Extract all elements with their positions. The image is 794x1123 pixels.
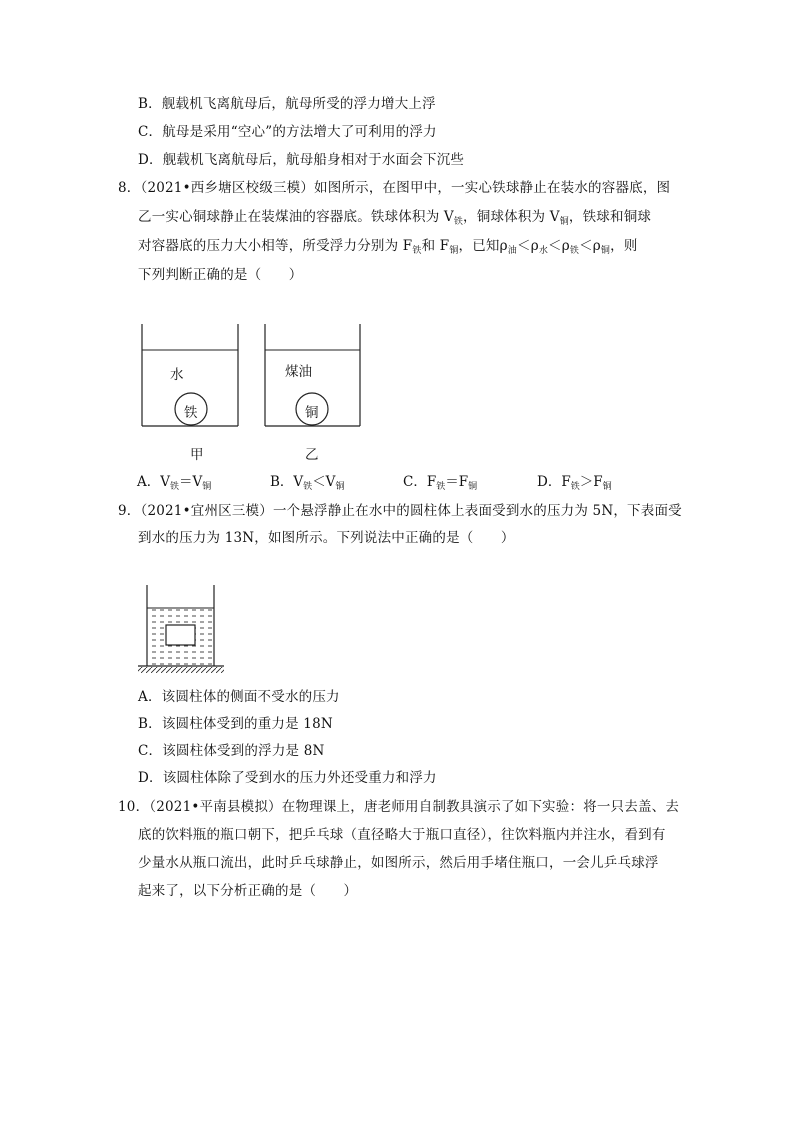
cylinder-block (166, 625, 195, 645)
q10-text-line4: 起来了，以下分析正确的是（ ） (138, 883, 358, 899)
q8-option-c[interactable]: C．$F_铁=F_铜$ (403, 474, 478, 492)
label-iron: 铁 (184, 405, 198, 421)
q9-option-c[interactable]: C．该圆柱体受到的浮力是 8N (138, 743, 325, 759)
label-kerosene: 煤油 (285, 364, 312, 380)
q8-option-b[interactable]: B．$V_铁<V_铜$ (270, 474, 345, 492)
q8-text-line3: 对容器底的压力大小相等，所受浮力分别为 $F_铁$和 $F_铜$，已知$\rho_油<\rho_水<\rho_铁<\rho_铜$，则 (138, 238, 638, 256)
q8-option-a[interactable]: A．$V_铁=V_铜$ (137, 474, 212, 492)
q10-text-line1: 10．（2021•平南县模拟）在物理课上，唐老师用自制教具演示了如下实验：将一只去盖、去 (118, 799, 680, 815)
q10-text-line2: 底的饮料瓶的瓶口朝下，把乒乓球（直径略大于瓶口直径），往饮料瓶内并注水，看到有 (138, 827, 666, 843)
label-water: 水 (170, 367, 184, 383)
q9-option-d[interactable]: D．该圆柱体除了受到水的压力外还受重力和浮力 (138, 770, 437, 786)
caption-jia: 甲 (190, 447, 204, 463)
q7-option-c[interactable]: C．航母是采用“空心”的方法增大了可利用的浮力 (138, 124, 437, 140)
q9-cylinder-figure (136, 583, 228, 675)
q8-text-line1: 8．（2021•西乡塘区校级三模）如图所示，在图甲中，一实心铁球静止在装水的容器底，图 (118, 180, 671, 196)
ground-hatch (138, 667, 224, 673)
q10-text-line3: 少量水从瓶口流出，此时乒乓球静止，如图所示，然后用手堵住瓶口，一会儿乒乓球浮 (138, 855, 659, 871)
q8-text-line4: 下列判断正确的是（ ） (138, 267, 303, 283)
q7-option-b[interactable]: B．舰载机飞离航母后，航母所受的浮力增大上浮 (138, 96, 436, 112)
caption-yi: 乙 (305, 447, 319, 463)
q9-option-b[interactable]: B．该圆柱体受到的重力是 18N (138, 716, 333, 732)
q8-options (137, 470, 657, 490)
q9-text-line1: 9．（2021•宜州区三模）一个悬浮静止在水中的圆柱体上表面受到水的压力为 5N，下表面受 (118, 503, 682, 519)
label-copper: 铜 (305, 405, 319, 421)
q9-option-a[interactable]: A．该圆柱体的侧面不受水的压力 (138, 689, 340, 705)
q8-text-line2: 乙一实心铜球静止在装煤油的容器底。铁球体积为 $V_铁$，铜球体积为 $V_铜$，铁球和铜球 (138, 209, 652, 227)
q7-option-d[interactable]: D．舰载机飞离航母后，航母船身相对于水面会下沉些 (138, 152, 465, 168)
q9-text-line2: 到水的压力为 13N，如图所示。下列说法中正确的是（ ） (138, 530, 515, 546)
q8-option-d[interactable]: D．$F_铁>F_铜$ (537, 474, 612, 492)
